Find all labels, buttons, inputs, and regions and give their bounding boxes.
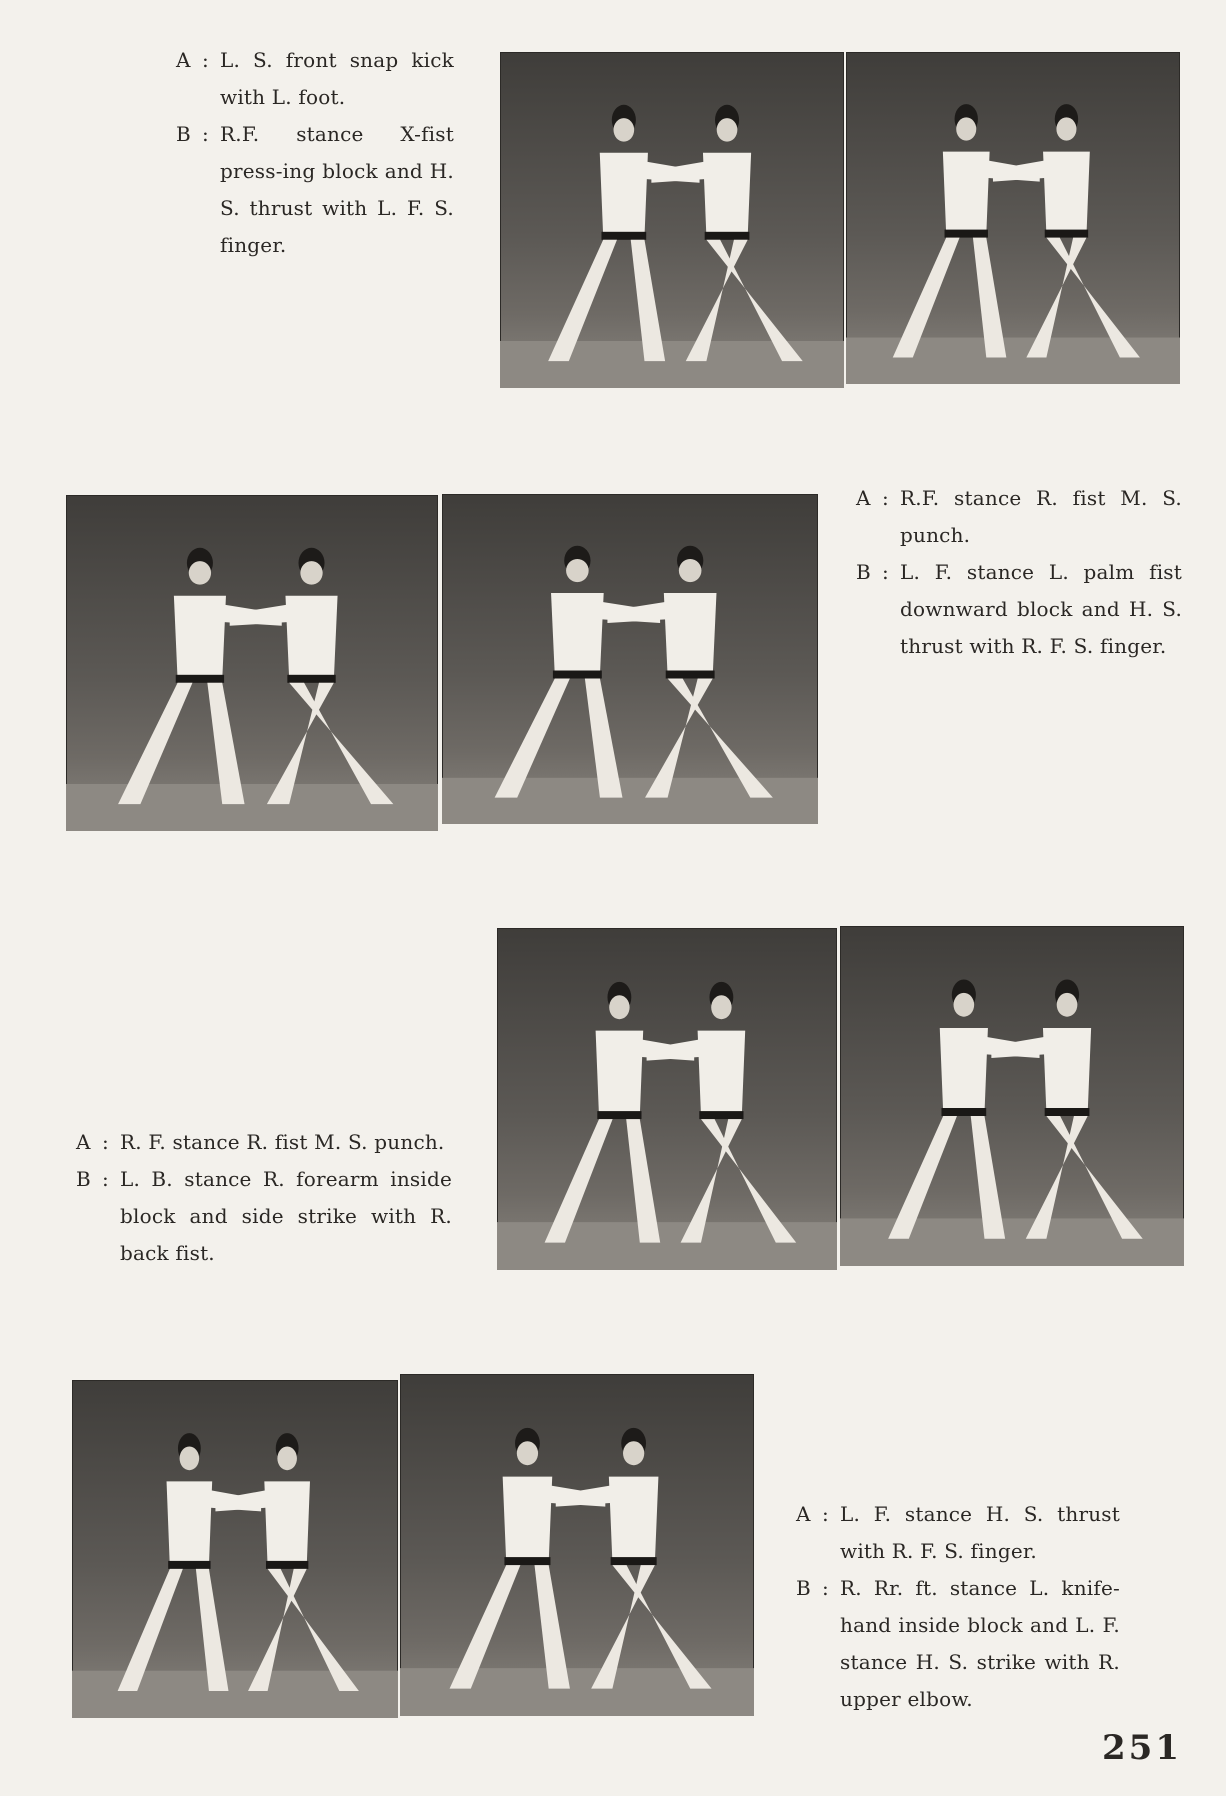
caption-label: B — [76, 1167, 91, 1191]
caption-text: L. B. stance R. forearm inside block and side strike with R. back fist. — [120, 1167, 452, 1265]
caption-text: R. F. stance R. fist M. S. punch. — [120, 1130, 445, 1154]
martial-artist-figure — [651, 105, 802, 361]
floor — [66, 784, 438, 831]
martial-artist-figure — [993, 104, 1140, 357]
photo-3a — [497, 928, 837, 1270]
photo-2a — [66, 495, 438, 831]
caption-line-b: B : R. Rr. ft. stance L. knife-hand inside block and L. F. stance H. S. strike with R. upper elbow. — [796, 1570, 1120, 1718]
martial-artist-figure — [647, 982, 797, 1243]
caption-block-4 — [796, 1496, 1120, 1718]
caption-text: L. F. stance L. palm fist downward block and H. S. thrust with R. F. S. finger. — [900, 560, 1182, 658]
martial-artist-figure — [118, 1433, 261, 1691]
martial-artist-figure — [991, 980, 1142, 1239]
photo-illustration — [497, 928, 837, 1270]
page-number: 251 — [1102, 1728, 1182, 1768]
photo-illustration — [846, 52, 1180, 384]
photo-1b — [846, 52, 1180, 384]
caption-line-b: B : R.F. stance X-fist press-ing block and H. S. thrust with L. F. S. finger. — [176, 116, 454, 264]
caption-block-2 — [856, 480, 1182, 665]
caption-line-a: A : R.F. stance R. fist M. S. punch. — [856, 480, 1182, 554]
floor — [846, 338, 1180, 384]
caption-label: B — [856, 560, 871, 584]
caption-text: R. Rr. ft. stance L. knife-hand inside block and L. F. stance H. S. strike with R. upper elbow. — [840, 1576, 1120, 1711]
photo-2b — [442, 494, 818, 824]
martial-artist-figure — [548, 105, 699, 361]
caption-line-b: B : L. B. stance R. forearm inside block and side strike with R. back fist. — [76, 1161, 452, 1272]
martial-artist-figure — [118, 548, 282, 804]
photo-illustration — [500, 52, 844, 388]
caption-text: L. F. stance H. S. thrust with R. F. S. finger. — [840, 1502, 1120, 1563]
caption-text: R.F. stance X-fist press-ing block and H. S. thrust with L. F. S. finger. — [220, 122, 454, 257]
photo-1a — [500, 52, 844, 388]
martial-artist-figure — [230, 548, 394, 804]
photo-4a — [72, 1380, 398, 1718]
martial-artist-figure — [545, 982, 695, 1243]
caption-text: R.F. stance R. fist M. S. punch. — [900, 486, 1182, 547]
martial-artist-figure — [607, 546, 772, 798]
martial-artist-figure — [556, 1428, 712, 1689]
caption-label: A — [76, 1130, 91, 1154]
floor — [442, 778, 818, 824]
martial-artist-figure — [495, 546, 660, 798]
photo-3b — [840, 926, 1184, 1266]
photo-illustration — [72, 1380, 398, 1718]
floor — [72, 1671, 398, 1718]
martial-artist-figure — [893, 104, 1040, 357]
caption-label: B — [176, 122, 191, 146]
photo-4b — [400, 1374, 754, 1716]
caption-line-b: B : L. F. stance L. palm fist downward block and H. S. thrust with R. F. S. finger. — [856, 554, 1182, 665]
floor — [840, 1218, 1184, 1266]
floor — [497, 1222, 837, 1270]
caption-line-a: A : L. S. front snap kick with L. foot. — [176, 42, 454, 116]
caption-label: A — [856, 486, 871, 510]
martial-artist-figure — [888, 980, 1039, 1239]
floor — [500, 341, 844, 388]
caption-line-a: A : L. F. stance H. S. thrust with R. F. S. finger. — [796, 1496, 1120, 1570]
caption-line-a: A : R. F. stance R. fist M. S. punch. — [76, 1124, 452, 1161]
martial-artist-figure — [450, 1428, 606, 1689]
caption-block-1 — [176, 42, 454, 264]
martial-artist-figure — [215, 1433, 358, 1691]
photo-illustration — [66, 495, 438, 831]
caption-label: A — [176, 48, 191, 72]
caption-text: L. S. front snap kick with L. foot. — [220, 48, 454, 109]
photo-illustration — [840, 926, 1184, 1266]
caption-block-3 — [76, 1124, 452, 1272]
caption-label: A — [796, 1502, 811, 1526]
floor — [400, 1668, 754, 1716]
photo-illustration — [442, 494, 818, 824]
photo-illustration — [400, 1374, 754, 1716]
caption-label: B — [796, 1576, 811, 1600]
